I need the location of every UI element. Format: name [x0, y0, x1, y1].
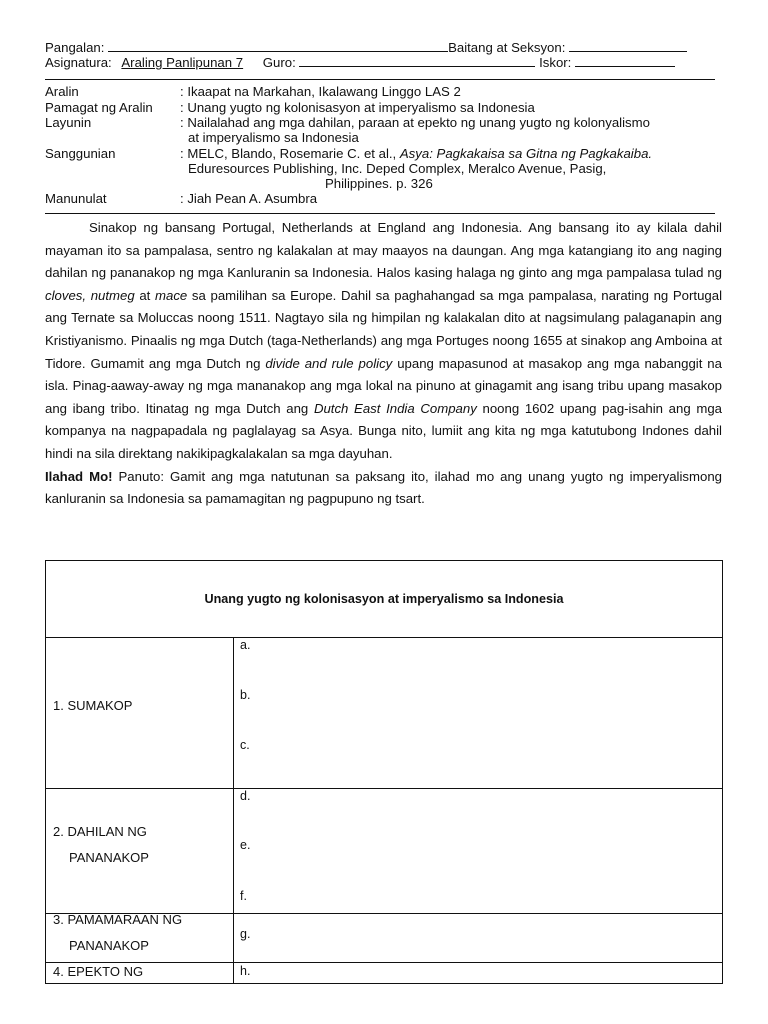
answer-slot-c[interactable]: c. [240, 738, 250, 752]
score-label: Iskor: [539, 55, 572, 70]
score-blank[interactable] [575, 55, 675, 67]
meta-value-sanggunian [180, 146, 652, 161]
answer-slot-g[interactable]: g. [240, 927, 251, 941]
row-label-dahilan [53, 819, 149, 871]
meta-value-aralin: : Ikaapat na Markahan, Ikalawang Linggo LAS 2 [180, 84, 461, 99]
row-label-line: 2. DAHILAN NG [53, 824, 147, 839]
name-label: Pangalan: [45, 40, 105, 55]
chart-table [45, 560, 723, 984]
row-label-line: PANANAKOP [69, 850, 149, 865]
paragraph-part: sa pamilihan sa Europe. Dahil sa paghahangad sa mga pampalasa, narating ng Portugal ang Ternate sa Moluccas noong 1511. Nagtayo sila ng himpilan ng kalakalan dito at nagsimulang palaganapin ang Kristiyanismo. Pinaalis ng mga Dutch (taga-Netherlands) ang mga Portuges noong 1655 at sinakop ang Amboina at Tidore. Gumamit ang mga Dutch ng [45, 287, 723, 371]
italic-term-cloves-nutmeg: cloves, nutmeg [45, 287, 135, 303]
meta-label-aralin: Aralin [45, 84, 79, 99]
table-divider [46, 962, 722, 963]
meta-label-sanggunian: Sanggunian [45, 146, 116, 161]
row-label-pamamaraan [53, 907, 182, 959]
table-column-divider [233, 637, 234, 983]
grade-section-label: Baitang at Seksyon: [448, 40, 566, 55]
meta-label-layunin: Layunin [45, 115, 92, 130]
meta-value-layunin: : Nailalahad ang mga dahilan, paraan at epekto ng unang yugto ng kolonyalismo [180, 115, 650, 130]
subject-label: Asignatura: [45, 55, 112, 70]
lesson-paragraph [45, 217, 722, 466]
paragraph-part: noong 1602 upang pag-isahin ang mga kompanya na nagpapadala ng paglalayag sa Asya. Bunga nito, lumiit ang kita ng mga katutubong Indones dahil hindi na sila direktang nakikipagkalakalan sa mga dayuhan. [45, 400, 722, 461]
answer-slot-h[interactable]: h. [240, 964, 251, 978]
meta-value-sanggunian-cont: Eduresources Publishing, Inc. Deped Complex, Meralco Avenue, Pasig, [188, 161, 607, 176]
task-heading: Ilahad Mo! [45, 468, 113, 484]
meta-value-manunulat: : Jiah Pean A. Asumbra [180, 191, 318, 206]
italic-term-divide-rule: divide and rule policy [265, 355, 393, 371]
sanggunian-book-title: Asya: Pagkakaisa sa Gitna ng Pagkakaiba. [399, 146, 653, 161]
paragraph-part: Sinakop ng bansang Portugal, Netherlands at England ang Indonesia. Ang bansang ito ay kilala dahil mayaman ito sa pampalasa, sentro ng kalakalan at may maayos na daungan. Ang mga katangiang ito ang naging dahilan ng pananakop ng mga Kanluranin sa Indonesia. Halos kasing halaga ng ginto ang mga pampalasa tulad ng [45, 220, 722, 281]
meta-label-manunulat: Manunulat [45, 191, 107, 206]
table-divider [46, 788, 722, 789]
paragraph-part: at [139, 287, 151, 303]
answer-slot-b[interactable]: b. [240, 688, 251, 702]
answer-slot-d[interactable]: d. [240, 789, 251, 803]
meta-value-sanggunian-page: Philippines. p. 326 [325, 176, 433, 191]
grade-section-blank[interactable] [569, 40, 687, 52]
row-label-sumakop: 1. SUMAKOP [53, 698, 133, 713]
table-title: Unang yugto ng kolonisasyon at imperyalismo sa Indonesia [204, 592, 564, 606]
name-line [45, 40, 687, 55]
row-label-line: PANANAKOP [69, 938, 149, 953]
italic-term-voc: Dutch East India Company [313, 400, 477, 416]
answer-slot-a[interactable]: a. [240, 638, 251, 652]
meta-value-layunin-cont: at imperyalismo sa Indonesia [188, 130, 359, 145]
teacher-blank[interactable] [299, 55, 535, 67]
answer-slot-f[interactable]: f. [240, 889, 247, 903]
answer-slot-e[interactable]: e. [240, 838, 251, 852]
subject-line [45, 55, 675, 70]
meta-label-pamagat: Pamagat ng Aralin [45, 100, 153, 115]
sanggunian-authors: : MELC, Blando, Rosemarie C. et al., [180, 146, 397, 161]
row-label-epekto: 4. EPEKTO NG [53, 964, 144, 979]
table-divider [46, 637, 722, 638]
subject-value: Araling Panlipunan 7 [121, 55, 244, 70]
teacher-label: Guro: [262, 55, 296, 70]
meta-value-pamagat: : Unang yugto ng kolonisasyon at imperyalismo sa Indonesia [180, 100, 535, 115]
row-label-line: 3. PAMAMARAAN NG [53, 912, 183, 927]
task-instructions [45, 466, 722, 511]
italic-term-mace: mace [155, 287, 188, 303]
header-divider [45, 79, 715, 80]
lesson-body [45, 217, 722, 511]
task-text: Panuto: Gamit ang mga natutunan sa paksang ito, ilahad mo ang unang yugto ng imperyalismong kanluranin sa Indonesia sa pamamagitan ng pagpupuno ng tsart. [45, 468, 722, 507]
meta-divider [45, 213, 715, 214]
name-blank[interactable] [108, 40, 448, 52]
paragraph-part: upang mapasunod at masakop ang mga nabanggit na isla. Pinag-aaway-away ng mga mananakop ang mga lokal na pinuno at ginagamit ang isang tribu upang masakop ang ibang tribo. Itinatag ng mga Dutch ang [45, 355, 722, 416]
